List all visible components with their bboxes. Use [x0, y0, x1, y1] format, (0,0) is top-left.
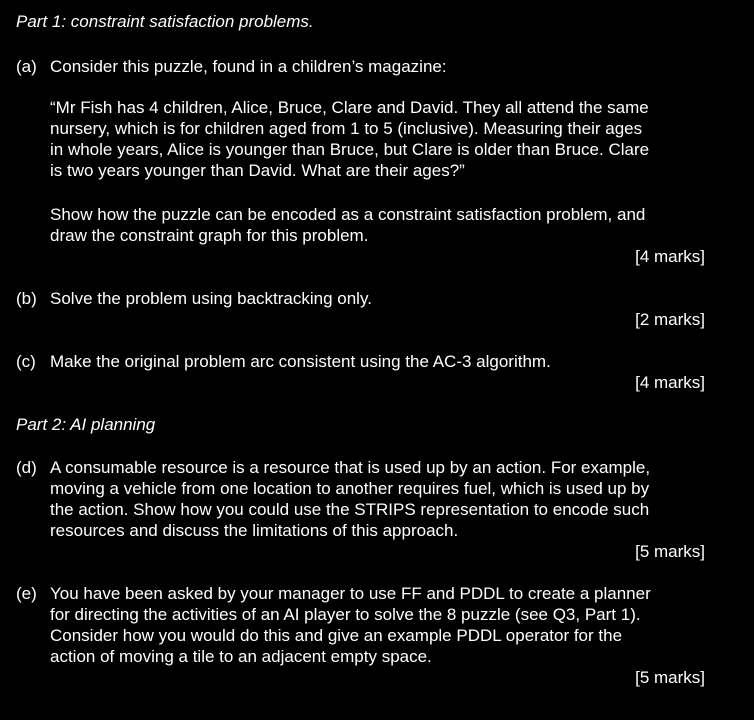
- part-2-heading: Part 2: AI planning: [16, 415, 156, 434]
- text-line: action of moving a tile to an adjacent empty space.: [50, 647, 432, 666]
- question-e-label: (e): [16, 584, 37, 603]
- question-e-text: [50, 583, 722, 667]
- quote-line: “Mr Fish has 4 children, Alice, Bruce, Clare and David. They all attend the same: [50, 98, 649, 117]
- question-d-marks: [5 marks]: [635, 542, 705, 561]
- question-d-label: (d): [16, 458, 37, 477]
- text-line: A consumable resource is a resource that is used up by an action. For example,: [50, 458, 651, 477]
- text-line: Consider how you would do this and give an example PDDL operator for the: [50, 626, 623, 645]
- text-line: moving a vehicle from one location to another requires fuel, which is used up by: [50, 479, 650, 498]
- question-c-marks: [4 marks]: [635, 373, 705, 392]
- question-b-label: (b): [16, 289, 37, 308]
- text-line: You have been asked by your manager to use FF and PDDL to create a planner: [50, 584, 651, 603]
- task-line: draw the constraint graph for this problem.: [50, 226, 369, 245]
- question-b-text: Solve the problem using backtracking only.: [50, 289, 372, 308]
- text-line: resources and discuss the limitations of this approach.: [50, 521, 459, 540]
- question-a-marks: [4 marks]: [635, 247, 705, 266]
- task-line: Show how the puzzle can be encoded as a constraint satisfaction problem, and: [50, 205, 646, 224]
- question-d-text: [50, 457, 722, 541]
- text-line: the action. Show how you could use the STRIPS representation to encode such: [50, 500, 650, 519]
- question-b-marks: [2 marks]: [635, 310, 705, 329]
- question-a-quote: [50, 97, 722, 181]
- quote-line: is two years younger than David. What are their ages?”: [50, 161, 465, 180]
- question-a-intro: Consider this puzzle, found in a children’s magazine:: [50, 57, 447, 76]
- part-1-heading: Part 1: constraint satisfaction problems.: [16, 12, 314, 31]
- question-c-text: Make the original problem arc consistent using the AC-3 algorithm.: [50, 352, 551, 371]
- question-a-label: (a): [16, 57, 37, 76]
- question-a-task: [50, 204, 722, 246]
- question-c-label: (c): [16, 352, 36, 371]
- text-line: for directing the activities of an AI player to solve the 8 puzzle (see Q3, Part 1).: [50, 605, 641, 624]
- quote-line: nursery, which is for children aged from 1 to 5 (inclusive). Measuring their ages: [50, 119, 643, 138]
- question-e-marks: [5 marks]: [635, 668, 705, 687]
- quote-line: in whole years, Alice is younger than Bruce, but Clare is older than Bruce. Clare: [50, 140, 650, 159]
